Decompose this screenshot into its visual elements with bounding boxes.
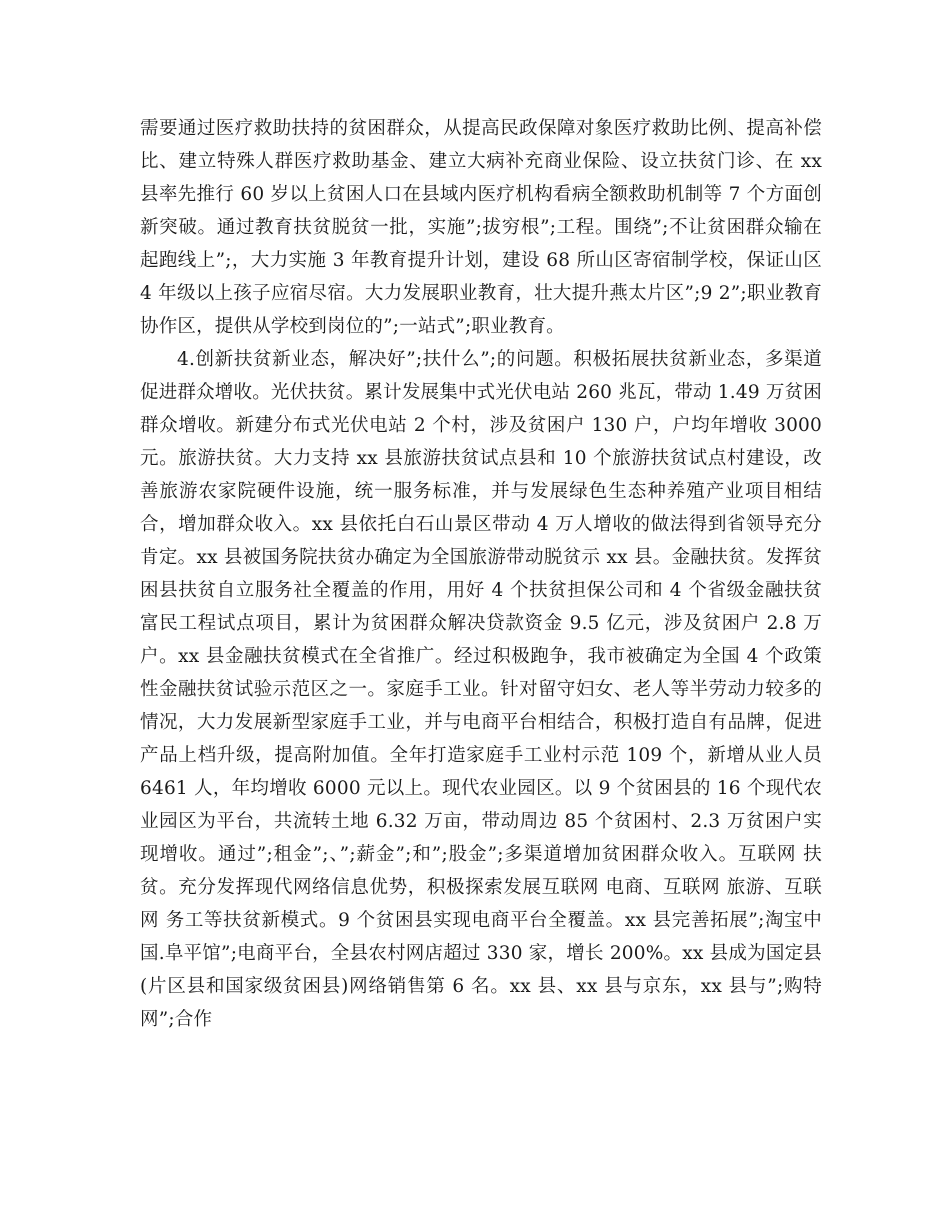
paragraph-medical-education: 需要通过医疗救助扶持的贫困群众，从提高民政保障对象医疗救助比例、提高补偿比、建立特殊人群医疗救助基金、建立大病补充商业保险、设立扶贫门诊、在 xx 县率先推行 60 岁以上贫困人口在县域内医疗机构看病全额救助机制等 7 个方面创新突破。通过教育扶贫脱贫一批，实施”;拔穷根”;工程。围绕”;不让贫困群众输在起跑线上”;，大力实施 3 年教育提升计划，建设 68 所山区寄宿制学校，保证山区 4 年级以上孩子应宿尽宿。大力发展职业教育，壮大提升燕太片区”;9 2”;职业教育协作区，提供从学校到岗位的”;一站式”;职业教育。	[140, 118, 822, 337]
paragraph-new-poverty-formats: 4.创新扶贫新业态，解决好”;扶什么”;的问题。积极拓展扶贫新业态，多渠道促进群众增收。光伏扶贫。累计发展集中式光伏电站 260 兆瓦，带动 1.49 万贫困群众增收。新建分布式光伏电站 2 个村，涉及贫困户 130 户，户均年增收 3000 元。旅游扶贫。大力支持 xx 县旅游扶贫试点县和 10 个旅游扶贫试点村建设，改善旅游农家院硬件设施，统一服务标准，并与发展绿色生态种养殖产业项目相结合，增加群众收入。xx 县依托白石山景区带动 4 万人增收的做法得到省领导充分肯定。xx 县被国务院扶贫办确定为全国旅游带动脱贫示 xx 县。金融扶贫。发挥贫困县扶贫自立服务社全覆盖的作用，用好 4 个扶贫担保公司和 4 个省级金融扶贫富民工程试点项目，累计为贫困群众解决贷款资金 9.5 亿元，涉及贫困户 2.8 万户。xx 县金融扶贫模式在全省推广。经过积极跑争，我市被确定为全国 4 个政策性金融扶贫试验示范区之一。家庭手工业。针对留守妇女、老人等半劳动力较多的情况，大力发展新型家庭手工业，并与电商平台相结合，积极打造自有品牌，促进产品上档升级，提高附加值。全年打造家庭手工业村示范 109 个，新增从业人员 6461 人，年均增收 6000 元以上。现代农业园区。以 9 个贫困县的 16 个现代农业园区为平台，共流转土地 6.32 万亩，带动周边 85 个贫困村、2.3 万贫困户实现增收。通过”;租金”;、”;薪金”;和”;股金”;多渠道增加贫困群众收入。互联网 扶贫。充分发挥现代网络信息优势，积极探索发展互联网 电商、互联网 旅游、互联网 务工等扶贫新模式。9 个贫困县实现电商平台全覆盖。xx 县完善拓展”;淘宝中国.阜平馆”;电商平台，全县农村网店超过 330 家，增长 200%。xx 县成为国定县(片区县和国家级贫困县)网络销售第 6 名。xx 县、xx 县与京东，xx 县与”;购特网”;合作	[140, 349, 822, 1030]
document-page	[140, 112, 822, 1036]
